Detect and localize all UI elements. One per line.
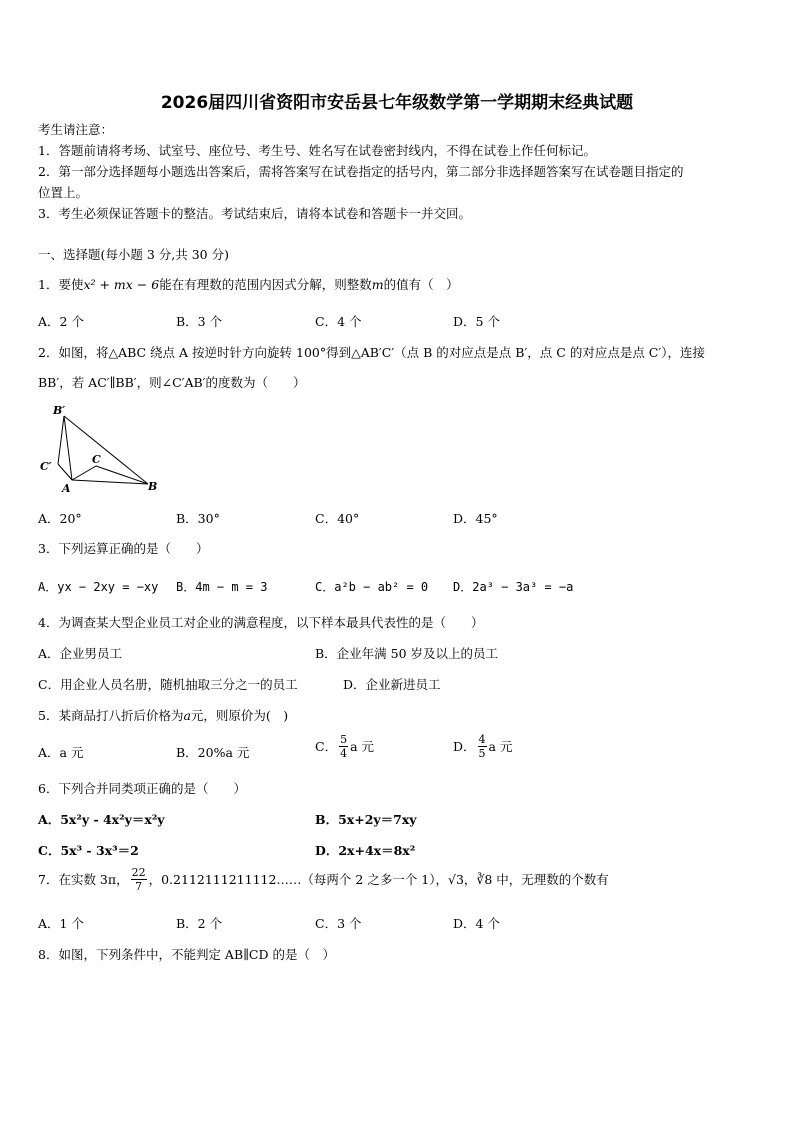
notice-item-2-cont: 位置上。 xyxy=(38,185,89,200)
label-b-prime: B′ xyxy=(53,404,66,417)
figure-segment xyxy=(72,466,96,480)
q7-option-a[interactable]: A．1 个 xyxy=(38,916,84,931)
figure-segment xyxy=(64,416,148,484)
q5-option-d[interactable] xyxy=(453,733,512,760)
q5-option-c-tail: a 元 xyxy=(350,739,375,754)
notice-item-3: 3．考生必须保证答题卡的整洁。考试结束后，请将本试卷和答题卡一并交回。 xyxy=(38,206,471,221)
question-4-stem: 4．为调查某大型企业员工对企业的满意程度，以下样本最具代表性的是（ ） xyxy=(38,615,484,630)
fraction-numerator: 22 xyxy=(131,866,146,879)
q4-option-b[interactable]: B．企业年满 50 岁及以上的员工 xyxy=(315,646,499,661)
q5-option-d-fraction xyxy=(478,733,487,760)
q1-variable: m xyxy=(371,277,384,292)
fraction-numerator: 5 xyxy=(340,733,348,746)
q1-stem-post: 的值有（ ） xyxy=(383,277,459,292)
q5-option-c[interactable] xyxy=(315,733,374,760)
q5-stem-post: 元，则原价为( ) xyxy=(190,708,289,723)
q5-option-c-fraction xyxy=(339,733,348,760)
question-6-stem: 6．下列合并同类项正确的是（ ） xyxy=(38,781,246,796)
notice-item-2: 2．第一部分选择题每小题选出答案后，需将答案写在试卷指定的括号内，第二部分非选择题答案写在试卷题目指定的 xyxy=(38,164,684,179)
q6-option-c[interactable]: C．5x³ - 3x³＝2 xyxy=(38,843,139,858)
q3-option-d[interactable]: D．2a³ − 3a³ = −a xyxy=(453,580,574,594)
q1-option-c[interactable]: C．4 个 xyxy=(315,314,362,329)
question-1-stem xyxy=(38,276,459,294)
q4-option-d[interactable]: D．企业新进员工 xyxy=(343,677,441,692)
q2-option-b[interactable]: B．30° xyxy=(176,511,220,526)
q5-option-a[interactable]: A．a 元 xyxy=(38,745,84,760)
q5-option-d-label: D． xyxy=(453,739,476,754)
notice-item-1: 1．答题前请将考场、试室号、座位号、考生号、姓名写在试卷密封线内，不得在试卷上作任何标记。 xyxy=(38,143,596,158)
q2-option-c[interactable]: C．40° xyxy=(315,511,360,526)
q7-post: ，0.2112111211112……（每两个 2 之多一个 1），√3，∛8 中，无理数的个数有 xyxy=(148,872,609,887)
q5-variable: a xyxy=(183,708,191,723)
page-title: 2026届四川省资阳市安岳县七年级数学第一学期期末经典试题 xyxy=(160,93,634,113)
q7-option-d[interactable]: D．4 个 xyxy=(453,916,500,931)
q1-stem-mid: 能在有理数的范围内因式分解，则整数 xyxy=(159,277,372,292)
label-b: B xyxy=(148,480,158,493)
q7-option-b[interactable]: B．2 个 xyxy=(176,916,223,931)
q3-option-c[interactable]: C．a²b − ab² = 0 xyxy=(315,580,429,594)
question-8-stem: 8．如图，下列条件中，不能判定 AB∥CD 的是（ ） xyxy=(38,947,335,962)
question-2-line-1: 2．如图，将△ABC 绕点 A 按逆时针方向旋转 100°得到△AB′C′（点 B 的对应点是点 B′，点 C 的对应点是点 C′），连接 xyxy=(38,345,705,360)
q7-fraction xyxy=(131,866,147,893)
q5-option-b[interactable]: B．20%a 元 xyxy=(176,745,250,760)
q2-option-a[interactable]: A．20° xyxy=(38,511,82,526)
fraction-denominator: 4 xyxy=(340,747,348,760)
q5-option-d-tail: a 元 xyxy=(488,739,513,754)
fraction-denominator: 7 xyxy=(135,880,143,893)
rotation-triangle-figure xyxy=(36,400,166,496)
label-a: A xyxy=(62,482,71,495)
q1-expression: x² + mx − 6 xyxy=(83,277,160,292)
q1-stem-pre: 1．要使 xyxy=(38,277,84,292)
q3-option-a[interactable]: A．yx − 2xy = −xy xyxy=(38,580,159,594)
q4-option-a[interactable]: A．企业男员工 xyxy=(38,646,123,661)
q1-option-b[interactable]: B．3 个 xyxy=(176,314,223,329)
question-7-stem xyxy=(38,866,609,893)
figure-segment xyxy=(64,416,72,480)
section-heading: 一、选择题(每小题 3 分,共 30 分) xyxy=(38,247,229,262)
q1-option-d[interactable]: D．5 个 xyxy=(453,314,500,329)
q6-option-d[interactable]: D．2x+4x＝8x² xyxy=(315,843,416,858)
q3-option-b[interactable]: B．4m − m = 3 xyxy=(176,580,268,594)
q7-pre: 7．在实数 3π， xyxy=(38,872,129,887)
q5-stem-pre: 5．某商品打八折后价格为 xyxy=(38,708,184,723)
figure-segment xyxy=(58,416,64,464)
q4-option-c[interactable]: C．用企业人员名册，随机抽取三分之一的员工 xyxy=(38,677,298,692)
label-c: C xyxy=(92,453,101,466)
q6-option-a[interactable]: A．5x²y - 4x²y＝x²y xyxy=(38,812,165,827)
question-3-stem: 3．下列运算正确的是（ ） xyxy=(38,541,209,556)
figure-segment xyxy=(72,480,148,484)
q6-option-b[interactable]: B．5x+2y＝7xy xyxy=(315,812,417,827)
q7-option-c[interactable]: C．3 个 xyxy=(315,916,362,931)
label-c-prime: C′ xyxy=(40,460,52,473)
notice-heading: 考生请注意： xyxy=(38,122,114,137)
fraction-denominator: 5 xyxy=(478,747,486,760)
question-2-line-2: BB′，若 AC′∥BB′，则∠C′AB′的度数为（ ） xyxy=(38,375,306,390)
question-5-stem xyxy=(38,707,288,725)
q2-option-d[interactable]: D．45° xyxy=(453,511,498,526)
fraction-numerator: 4 xyxy=(478,733,486,746)
q5-option-c-label: C． xyxy=(315,739,338,754)
q1-option-a[interactable]: A．2 个 xyxy=(38,314,84,329)
